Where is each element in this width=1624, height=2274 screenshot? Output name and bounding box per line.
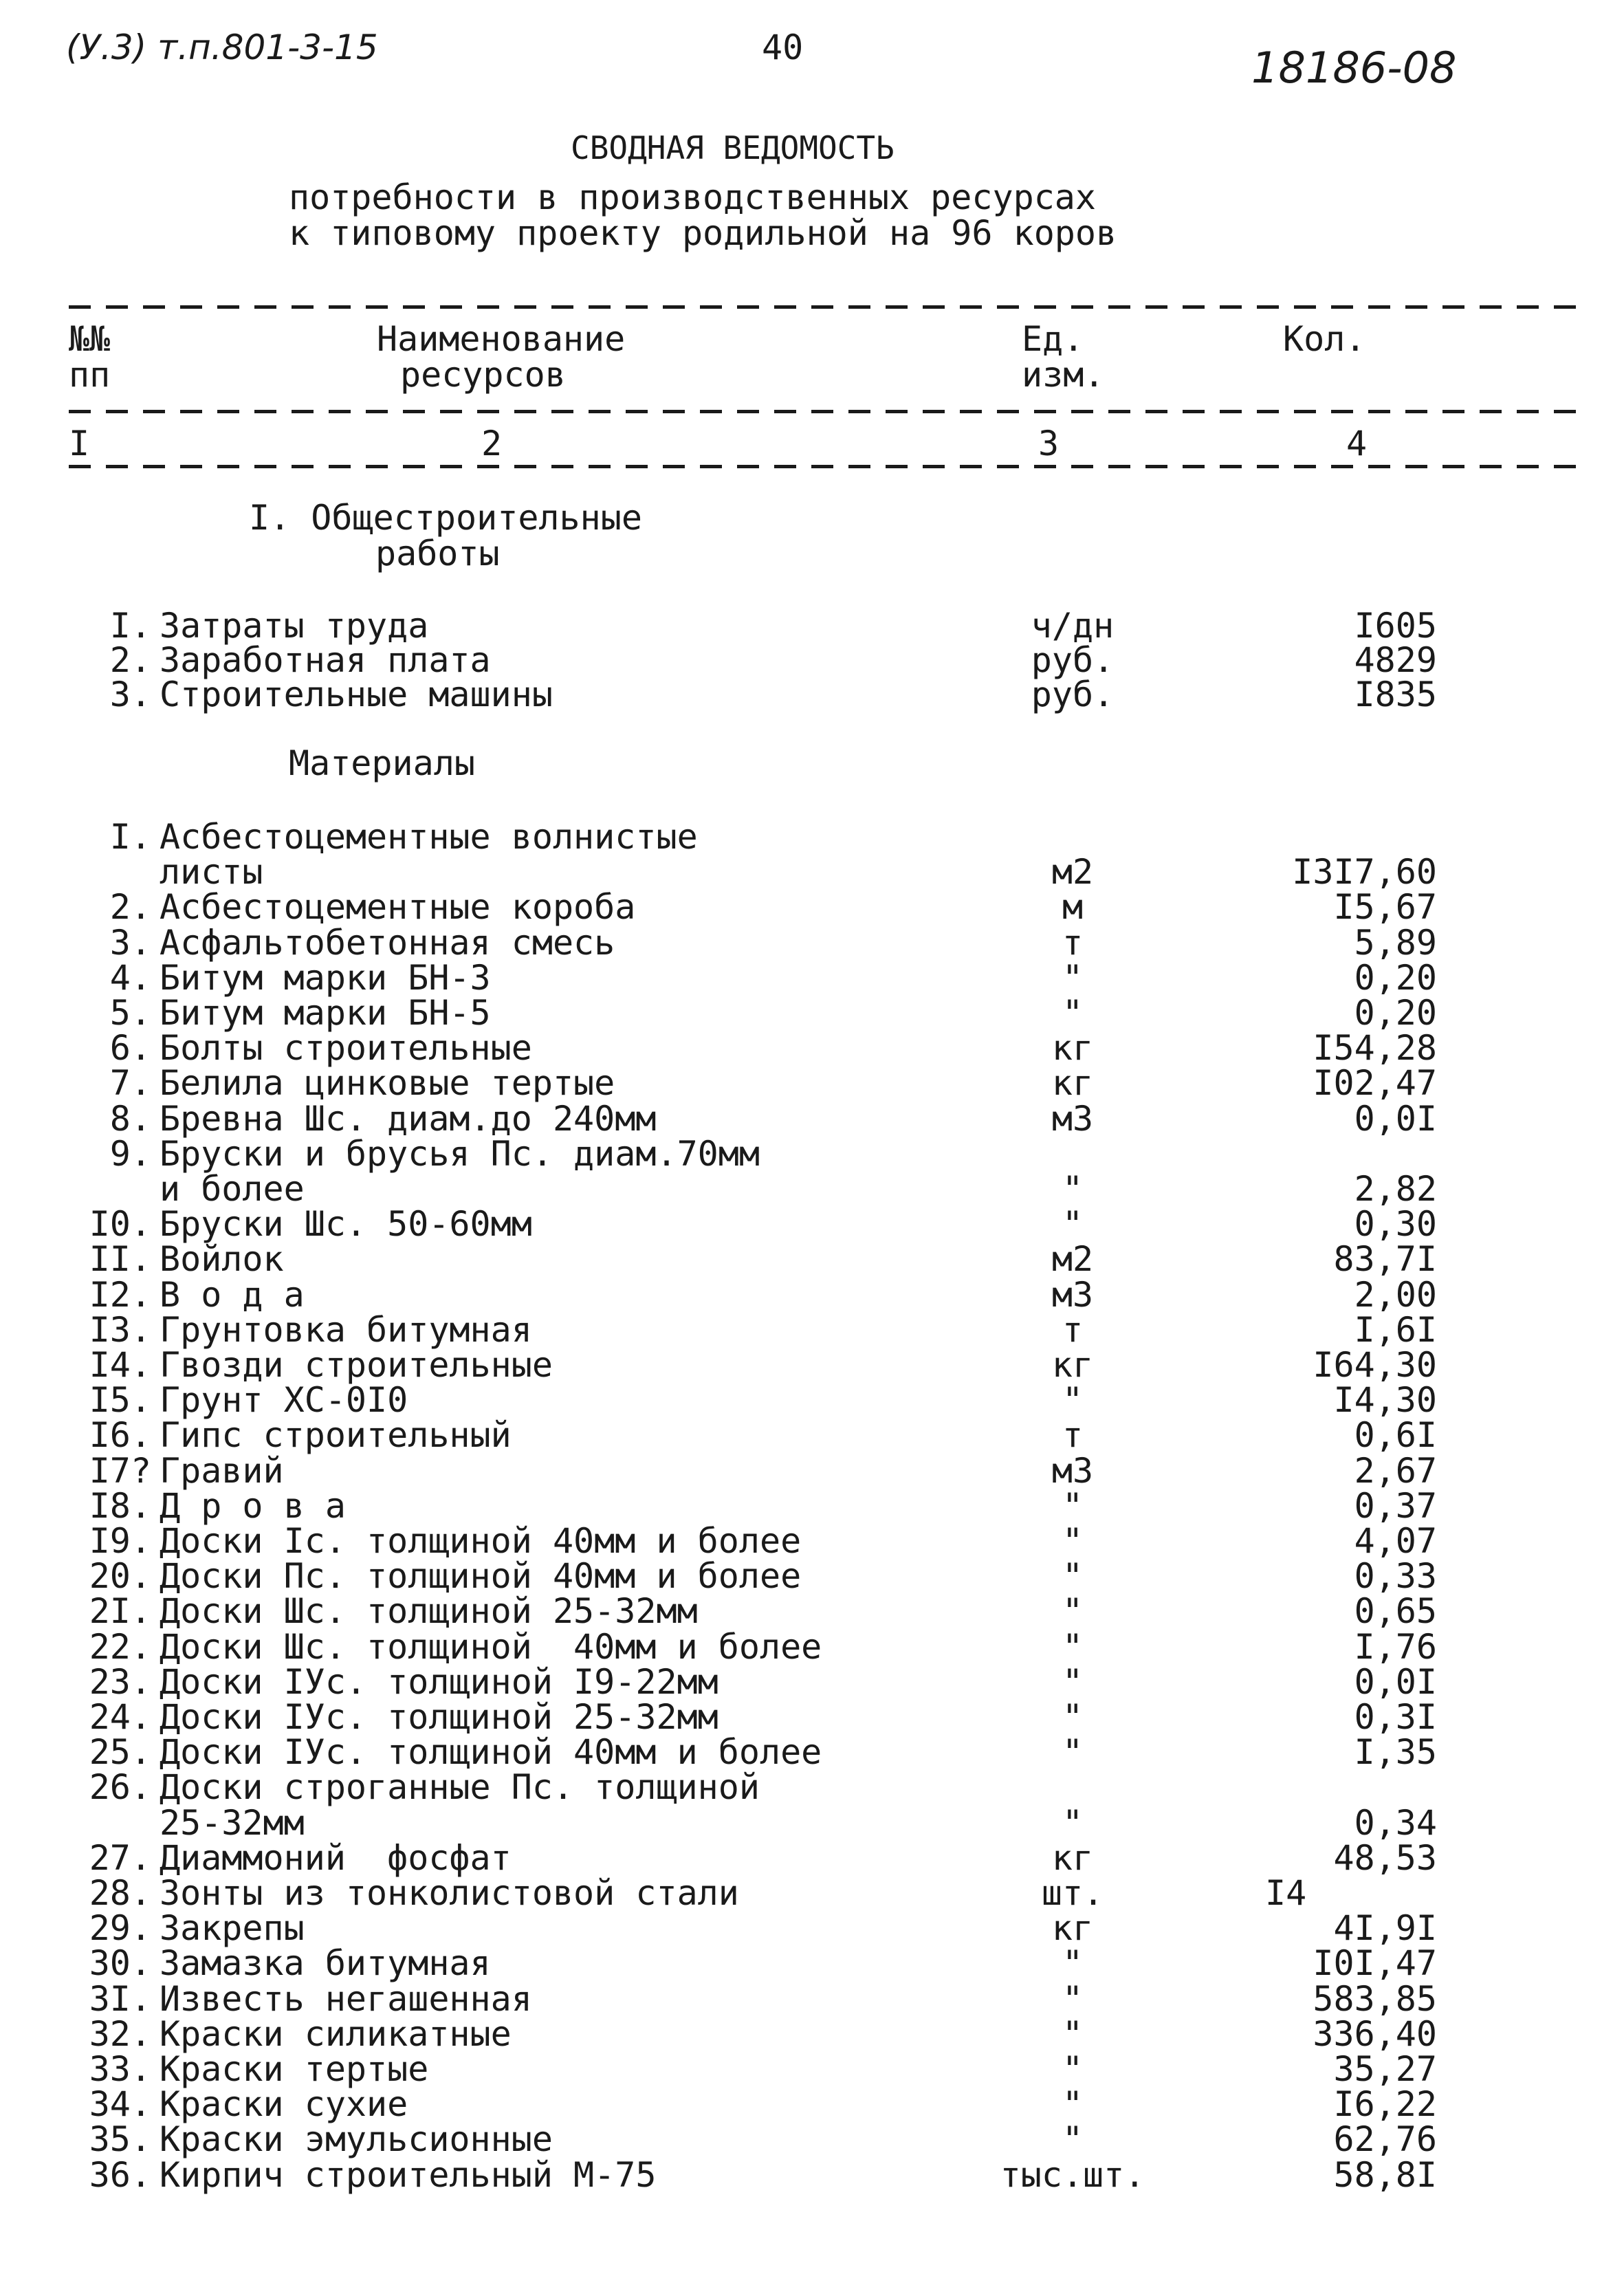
unit-of-measure: т [1062, 1309, 1084, 1350]
resource-name: Доски Шс. толщиной 25-32мм [160, 1591, 698, 1632]
unit-of-measure: кг [1051, 1028, 1094, 1069]
table-row [0, 2084, 1624, 2125]
unit-of-measure: " [1062, 1485, 1084, 1526]
quantity: I54,28 [1313, 1028, 1437, 1069]
table-numbers-rule [69, 465, 1588, 468]
resource-name: Асбестоцементные короба [160, 887, 636, 928]
resource-name: Войлок [160, 1239, 284, 1280]
table-row [0, 1028, 1624, 1069]
row-number: 2. [109, 887, 151, 928]
unit-of-measure: " [1062, 1169, 1084, 1209]
unit-of-measure: тыс.шт. [1000, 2154, 1145, 2195]
resource-name: Грунтовка битумная [160, 1309, 532, 1350]
table-row [0, 1485, 1624, 1526]
resource-name: Битум марки БН-3 [160, 957, 491, 998]
row-number: 6. [109, 1028, 151, 1069]
table-row [0, 1943, 1624, 1984]
unit-of-measure: " [1062, 1802, 1084, 1843]
section-heading: I. Общестроительные [249, 498, 642, 538]
quantity: 48,53 [1333, 1837, 1437, 1878]
archive-number: 18186-08 [1251, 43, 1457, 93]
section-heading-cont: работы [375, 534, 500, 573]
quantity: 0,0I [1354, 1661, 1437, 1702]
unit-of-measure: т [1062, 922, 1084, 963]
row-number: I3. [89, 1309, 151, 1350]
table-row [0, 1098, 1624, 1139]
unit-of-measure: " [1062, 993, 1084, 1033]
quantity: 35,27 [1333, 2049, 1437, 2089]
row-number: 20. [89, 1556, 151, 1597]
page-number: 40 [762, 28, 804, 67]
quantity: I02,47 [1313, 1063, 1437, 1104]
resource-name: Доски IУс. толщиной I9-22мм [160, 1661, 718, 1702]
unit-of-measure: " [1062, 1697, 1084, 1737]
row-number: I4. [89, 1345, 151, 1385]
table-row [0, 1239, 1624, 1280]
row-number: 7. [109, 1063, 151, 1104]
table-row [0, 1415, 1624, 1456]
resource-name: В о д а [160, 1274, 305, 1315]
row-number: 8. [109, 1098, 151, 1139]
resource-name: Доски строганные Пс. толщиной [160, 1767, 760, 1808]
quantity: 0,30 [1354, 1204, 1437, 1245]
resource-name: Доски Iс. толщиной 40мм и более [160, 1521, 802, 1561]
unit-of-measure: " [1062, 1591, 1084, 1632]
row-number: 3I. [89, 1978, 151, 2019]
column-number-1: I [69, 424, 90, 463]
unit-of-measure: " [1062, 1732, 1084, 1773]
resource-name: Бруски Шс. 50-60мм [160, 1204, 532, 1245]
row-number: 2I. [89, 1591, 151, 1632]
table-row [0, 1169, 1624, 1209]
resource-name: Гравий [160, 1450, 284, 1491]
row-number: 30. [89, 1943, 151, 1984]
unit-of-measure: " [1062, 2049, 1084, 2089]
materials-heading: Материалы [289, 743, 475, 783]
table-row [0, 1802, 1624, 1843]
quantity: 0,37 [1354, 1485, 1437, 1526]
quantity: I64,30 [1313, 1345, 1437, 1385]
table-row [0, 2119, 1624, 2160]
resource-name: Гвозди строительные [160, 1345, 553, 1385]
quantity: I4,30 [1333, 1380, 1437, 1421]
resource-name: Затраты труда [160, 606, 429, 646]
resource-name: Краски тертые [160, 2049, 429, 2089]
resource-name: 25-32мм [160, 1802, 305, 1843]
table-row [0, 1063, 1624, 1104]
row-number: I. [109, 606, 151, 646]
resource-name: Асфальтобетонная смесь [160, 922, 615, 963]
table-row [0, 2013, 1624, 2054]
column-number-4: 4 [1346, 424, 1368, 463]
resource-name: Болты строительные [160, 1028, 532, 1069]
resource-name: Доски IУс. толщиной 40мм и более [160, 1732, 822, 1773]
quantity: 4I,9I [1333, 1908, 1437, 1949]
header-unit-1: Ед. [1022, 319, 1084, 359]
unit-of-measure: т [1062, 1415, 1084, 1456]
resource-name: Краски силикатные [160, 2013, 512, 2054]
row-number: 29. [89, 1908, 151, 1949]
resource-name: Краски эмульсионные [160, 2119, 553, 2160]
unit-of-measure: " [1062, 2119, 1084, 2160]
unit-of-measure: кг [1051, 1837, 1094, 1878]
header-qty: Кол. [1283, 319, 1366, 359]
table-top-rule [69, 305, 1588, 309]
column-number-2: 2 [481, 424, 503, 463]
resource-name: Кирпич строительный М-75 [160, 2154, 657, 2195]
row-number: 23. [89, 1661, 151, 1702]
subtitle-line-2: к типовому проекту родильной на 96 коров [289, 213, 1117, 253]
header-num-1: №№ [69, 319, 111, 359]
table-row [0, 1661, 1624, 1702]
row-number: I5. [89, 1380, 151, 1421]
table-row [0, 2154, 1624, 2195]
quantity: 583,85 [1313, 1978, 1437, 2019]
table-row [0, 1591, 1624, 1632]
resource-name: Асбестоцементные волнистые [160, 817, 698, 857]
resource-name: Гипс строительный [160, 1415, 512, 1456]
row-number: 33. [89, 2049, 151, 2089]
row-number: I9. [89, 1521, 151, 1561]
table-row [0, 1556, 1624, 1597]
column-number-3: 3 [1038, 424, 1060, 463]
header-name-2: ресурсов [400, 355, 566, 395]
resource-name: Известь негашенная [160, 1978, 532, 2019]
quantity: 0,65 [1354, 1591, 1437, 1632]
quantity: I0I,47 [1313, 1943, 1437, 1984]
unit-of-measure: м2 [1051, 1239, 1094, 1280]
row-number: 34. [89, 2084, 151, 2125]
table-row [0, 1380, 1624, 1421]
unit-of-measure: шт. [1041, 1873, 1104, 1913]
row-number: 3. [109, 922, 151, 963]
unit-of-measure: " [1062, 1661, 1084, 1702]
quantity: I6,22 [1333, 2084, 1437, 2125]
header-unit-2: изм. [1022, 355, 1105, 395]
quantity: I,76 [1354, 1626, 1437, 1667]
row-number: 2. [109, 640, 151, 680]
quantity: I3I7,60 [1292, 852, 1437, 893]
table-row [0, 1873, 1624, 1913]
table-row [0, 1732, 1624, 1773]
unit-of-measure: " [1062, 1978, 1084, 2019]
unit-of-measure: " [1062, 957, 1084, 998]
row-number: I0. [89, 1204, 151, 1245]
quantity: 0,0I [1354, 1098, 1437, 1139]
table-row [0, 1521, 1624, 1561]
unit-of-measure: руб. [1031, 675, 1115, 714]
resource-name: Краски сухие [160, 2084, 408, 2125]
resource-name: Заработная плата [160, 640, 491, 680]
quantity: 83,7I [1333, 1239, 1437, 1280]
quantity: 2,67 [1354, 1450, 1437, 1491]
table-row [0, 922, 1624, 963]
quantity: 0,20 [1354, 957, 1437, 998]
quantity: 0,20 [1354, 993, 1437, 1033]
table-row [0, 1697, 1624, 1737]
unit-of-measure: кг [1051, 1908, 1094, 1949]
table-row [0, 1133, 1624, 1174]
header-num-2: пп [69, 355, 111, 395]
row-number: 22. [89, 1626, 151, 1667]
quantity: 58,8I [1333, 2154, 1437, 2195]
table-row [0, 1908, 1624, 1949]
table-row [0, 993, 1624, 1033]
quantity: I5,67 [1333, 887, 1437, 928]
resource-name: Белила цинковые тертые [160, 1063, 615, 1104]
quantity: I835 [1354, 675, 1437, 714]
unit-of-measure: м3 [1051, 1274, 1094, 1315]
quantity: I4 [1265, 1873, 1307, 1913]
table-row [0, 640, 1624, 680]
unit-of-measure: м3 [1051, 1450, 1094, 1491]
quantity: I,6I [1354, 1309, 1437, 1350]
quantity: 0,34 [1354, 1802, 1437, 1843]
quantity: 336,40 [1313, 2013, 1437, 2054]
quantity: 4829 [1354, 640, 1437, 680]
quantity: 0,33 [1354, 1556, 1437, 1597]
header-name-1: Наименование [377, 319, 626, 359]
row-number: II. [89, 1239, 151, 1280]
quantity: I605 [1354, 606, 1437, 646]
resource-name: Диаммоний фосфат [160, 1837, 512, 1878]
quantity: I,35 [1354, 1732, 1437, 1773]
table-row [0, 1837, 1624, 1878]
resource-name: Доски Пс. толщиной 40мм и более [160, 1556, 802, 1597]
resource-name: Битум марки БН-5 [160, 993, 491, 1033]
resource-name: Д р о в а [160, 1485, 346, 1526]
quantity: 5,89 [1354, 922, 1437, 963]
row-number: 4. [109, 957, 151, 998]
resource-name: Доски Шс. толщиной 40мм и более [160, 1626, 822, 1667]
unit-of-measure: кг [1051, 1345, 1094, 1385]
table-row [0, 1204, 1624, 1245]
unit-of-measure: " [1062, 1204, 1084, 1245]
table-row [0, 1274, 1624, 1315]
resource-name: Бревна Шс. диам.до 240мм [160, 1098, 657, 1139]
page-title: СВОДНАЯ ВЕДОМОСТЬ [571, 129, 895, 166]
unit-of-measure: " [1062, 1380, 1084, 1421]
table-row [0, 817, 1624, 857]
resource-name: Закрепы [160, 1908, 305, 1949]
unit-of-measure: кг [1051, 1063, 1094, 1104]
unit-of-measure: м [1062, 887, 1084, 928]
table-row [0, 1626, 1624, 1667]
unit-of-measure: " [1062, 1521, 1084, 1561]
unit-of-measure: м2 [1051, 852, 1094, 893]
row-number: I7? [89, 1450, 151, 1491]
table-row [0, 1309, 1624, 1350]
quantity: 2,00 [1354, 1274, 1437, 1315]
resource-name: Строительные машины [160, 675, 553, 714]
resource-name: Грунт ХС-0I0 [160, 1380, 408, 1421]
row-number: 28. [89, 1873, 151, 1913]
quantity: 2,82 [1354, 1169, 1437, 1209]
subtitle-line-1: потребности в производственных ресурсах [289, 177, 1096, 217]
quantity: 4,07 [1354, 1521, 1437, 1561]
table-row [0, 957, 1624, 998]
table-row [0, 1345, 1624, 1385]
table-row [0, 677, 1624, 712]
unit-of-measure: " [1062, 1943, 1084, 1984]
table-row [0, 2049, 1624, 2089]
row-number: 5. [109, 993, 151, 1033]
resource-name: Доски IУс. толщиной 25-32мм [160, 1697, 718, 1737]
resource-name: и более [160, 1169, 305, 1209]
row-number: I. [109, 817, 151, 857]
row-number: 35. [89, 2119, 151, 2160]
unit-of-measure: " [1062, 2084, 1084, 2125]
table-row [0, 1767, 1624, 1808]
unit-of-measure: руб. [1031, 640, 1115, 680]
unit-of-measure: " [1062, 2013, 1084, 2054]
row-number: 3. [109, 675, 151, 714]
row-number: 27. [89, 1837, 151, 1878]
resource-name: листы [160, 852, 263, 893]
resource-name: Бруски и брусья Пс. диам.70мм [160, 1133, 760, 1174]
resource-name: Зонты из тонколистовой стали [160, 1873, 739, 1913]
unit-of-measure: м3 [1051, 1098, 1094, 1139]
row-number: 25. [89, 1732, 151, 1773]
resource-name: Замазка битумная [160, 1943, 491, 1984]
unit-of-measure: " [1062, 1556, 1084, 1597]
quantity: 0,3I [1354, 1697, 1437, 1737]
table-row [0, 852, 1624, 893]
table-row [0, 606, 1624, 646]
row-number: 24. [89, 1697, 151, 1737]
row-number: I6. [89, 1415, 151, 1456]
row-number: I2. [89, 1274, 151, 1315]
row-number: I8. [89, 1485, 151, 1526]
unit-of-measure: " [1062, 1626, 1084, 1667]
row-number: 26. [89, 1767, 151, 1808]
quantity: 0,6I [1354, 1415, 1437, 1456]
table-row [0, 887, 1624, 928]
row-number: 36. [89, 2154, 151, 2195]
unit-of-measure: ч/дн [1031, 606, 1115, 646]
table-row [0, 1978, 1624, 2019]
row-number: 9. [109, 1133, 151, 1174]
row-number: 32. [89, 2013, 151, 2054]
quantity: 62,76 [1333, 2119, 1437, 2160]
table-header-rule [69, 410, 1588, 413]
document-code: (У.3) т.п.801-3-15 [66, 28, 378, 67]
table-row [0, 1450, 1624, 1491]
